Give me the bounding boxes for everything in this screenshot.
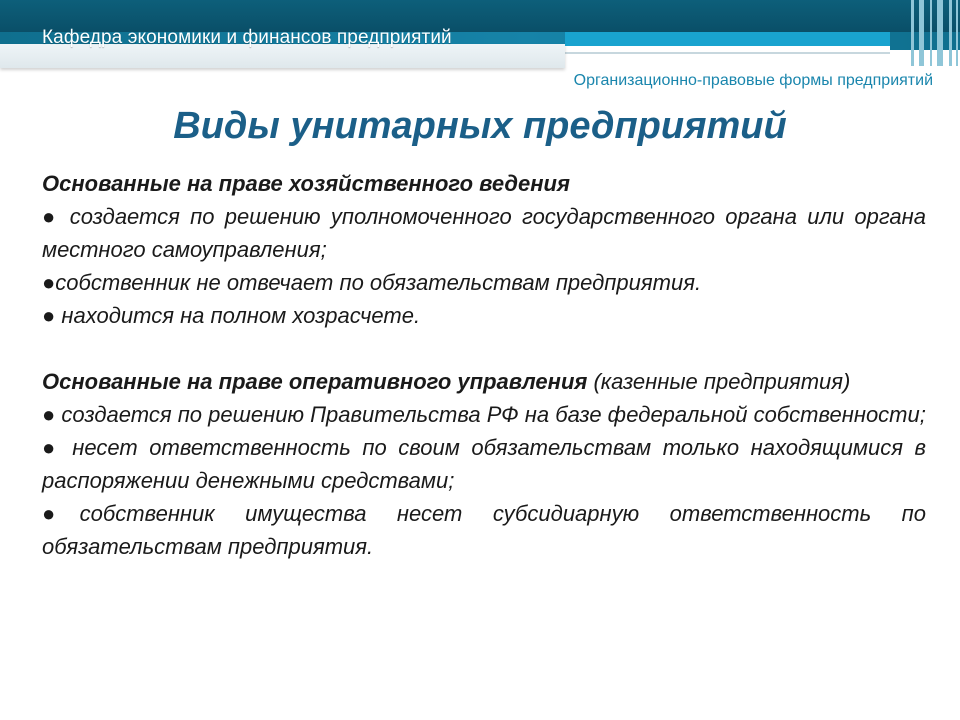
section1-heading: Основанные на праве хозяйственного ведения [42,171,570,196]
banner-accent-stripe [565,32,890,46]
slide-title: Виды унитарных предприятий [173,105,787,147]
section1-bullet-3: ● находится на полном хозрасчете. [42,303,421,328]
section2-heading-line [42,365,926,398]
section2-heading-note: (казенные предприятия) [587,369,851,394]
slide-subtitle: Организационно-правовые формы предприятий [573,72,933,89]
section1-bullet-1: ● создается по решению уполномоченного государственного органа или органа местного самоуправления; [42,204,926,262]
section2-bullet-2: ● несет ответственность по своим обязательствам только находящимися в распоряжении денежными средствами; [42,435,926,493]
section2-bullet-3: ●собственник имущества несет субсидиарную ответственность по обязательствам предприятия. [42,501,926,559]
banner-edge-line [565,52,890,54]
section2-bullet-1: ● создается по решению Правительства РФ на базе федеральной собственности; [42,402,926,427]
banner-right-bars [905,0,960,74]
section2-heading: Основанные на праве оперативного управления [42,369,588,394]
section-gap [42,332,926,365]
section1-bullet-2: ●собственник не отвечает по обязательствам предприятия. [42,270,702,295]
department-title: Кафедра экономики и финансов предприятий [42,27,452,48]
slide-content [42,167,926,563]
